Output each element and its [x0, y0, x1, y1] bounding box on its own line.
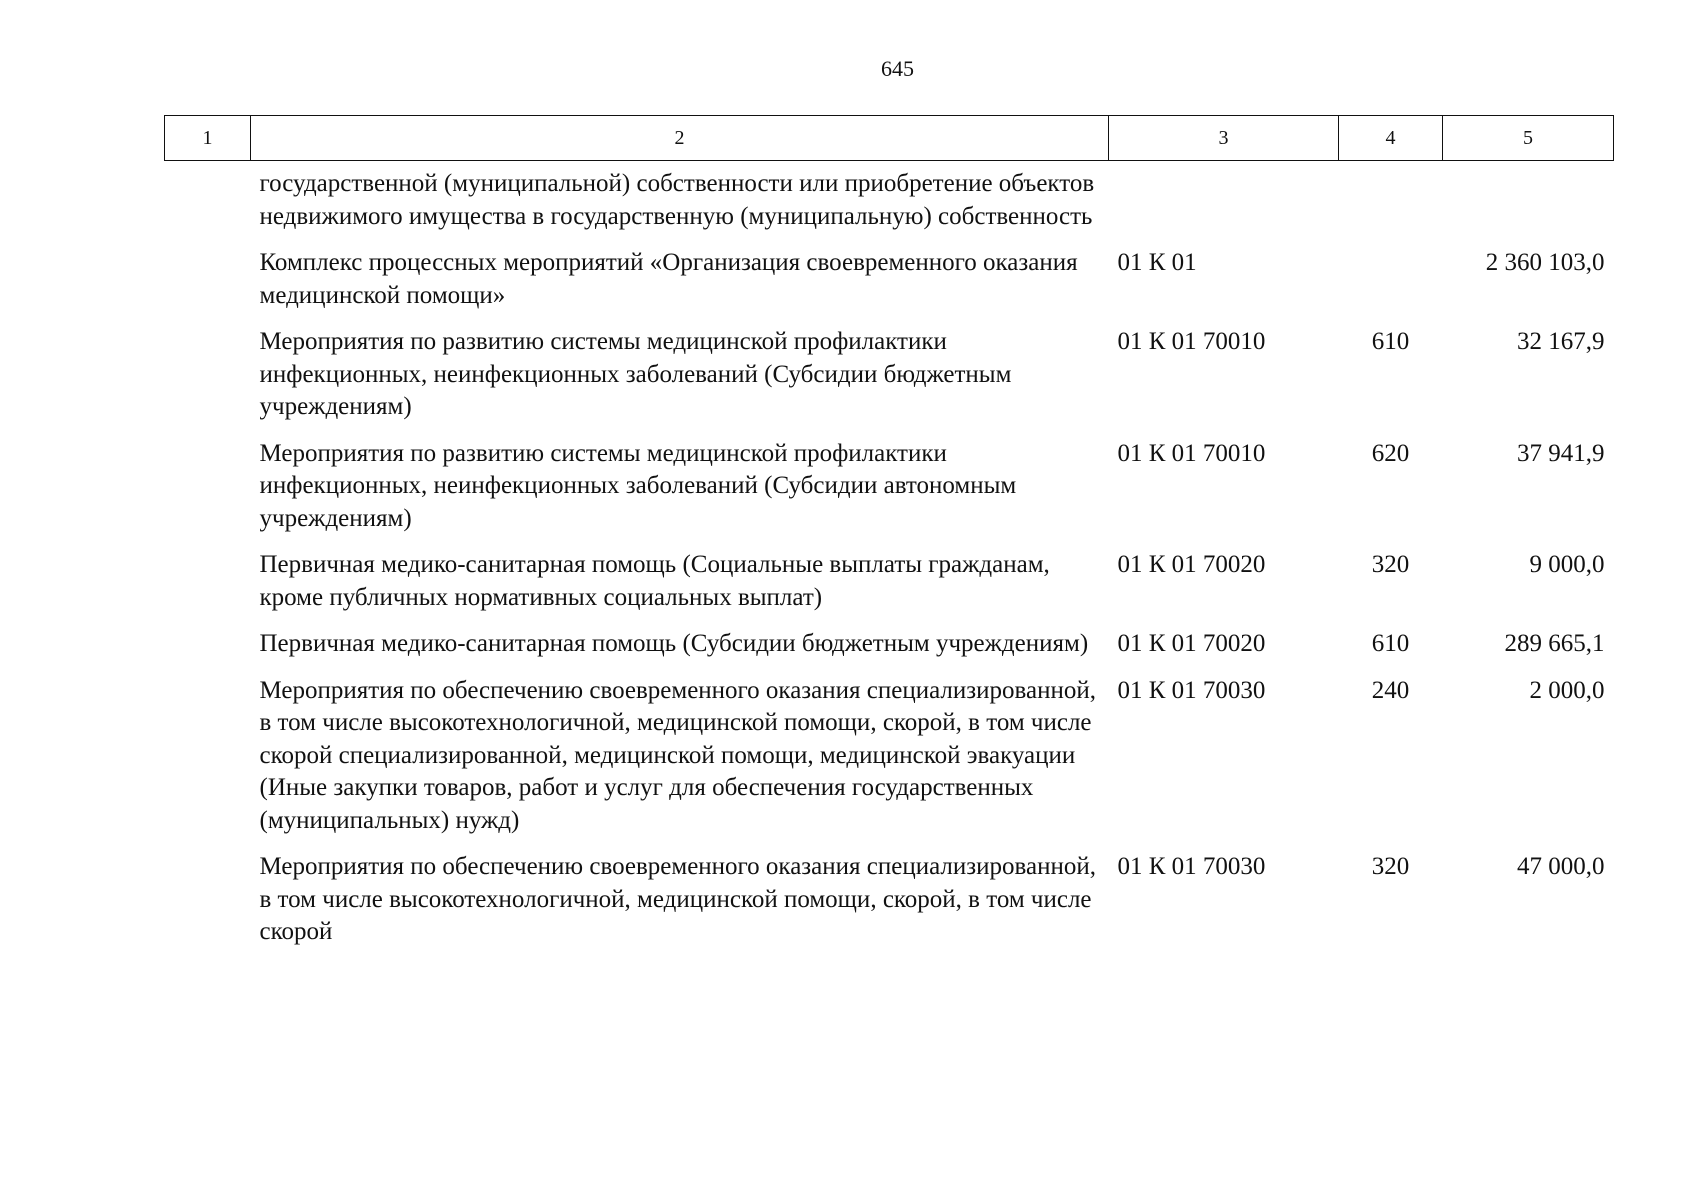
- expense-kind: 620: [1371, 439, 1410, 467]
- header-col-1: 1: [165, 116, 251, 161]
- table-row: [165, 549, 1614, 628]
- item-name: Мероприятия по обеспечению своевременного оказания специализированной, в том числе высокотехнологичной, медицинской помощи, скорой, в том числе скорой специализированной, медицинской помощи, медицинской эвакуации (Иные закупки товаров, работ и услуг для обеспечения государственных (муниципальных) нужд): [259, 676, 1096, 834]
- row-index-cell: [165, 326, 251, 438]
- target-code: 01 К 01: [1117, 249, 1197, 276]
- table-row: [165, 628, 1614, 675]
- amount: 289 665,1: [1504, 630, 1605, 657]
- table-row: [165, 438, 1614, 550]
- target-code: 01 К 01 70020: [1117, 551, 1266, 578]
- item-name: Первичная медико-санитарная помощь (Социальные выплаты гражданам, кроме публичных нормативных социальных выплат): [259, 551, 1050, 611]
- target-code: 01 К 01 70010: [1117, 328, 1266, 355]
- amount: [1443, 161, 1614, 248]
- row-index-cell: [165, 628, 251, 675]
- expense-kind: 610: [1371, 630, 1410, 657]
- table-row: [165, 675, 1614, 852]
- table-row: [165, 326, 1614, 438]
- amount: 9 000,0: [1529, 551, 1605, 578]
- row-index-cell: [165, 438, 251, 550]
- table-row: [165, 161, 1614, 248]
- table-header: [165, 116, 1614, 161]
- header-col-3: 3: [1109, 116, 1339, 161]
- item-name: Мероприятия по обеспечению своевременного оказания специализированной, в том числе высокотехнологичной, медицинской помощи, скорой, в том числе скорой: [259, 853, 1096, 945]
- row-index-cell: [165, 851, 251, 963]
- target-code: 01 К 01 70010: [1117, 439, 1266, 467]
- row-index-cell: [165, 675, 251, 852]
- expense-kind: [1339, 247, 1443, 326]
- row-index-cell: [165, 161, 251, 248]
- amount: 47 000,0: [1517, 853, 1605, 880]
- table-row: [165, 247, 1614, 326]
- target-code: 01 К 01 70020: [1117, 630, 1266, 657]
- page-number: 645: [881, 56, 914, 81]
- item-name: Мероприятия по развитию системы медицинской профилактики инфекционных, неинфекционных заболеваний (Субсидии автономным учреждениям): [259, 439, 1017, 532]
- amount: 32 167,9: [1517, 328, 1605, 355]
- item-name: Мероприятия по развитию системы медицинской профилактики инфекционных, неинфекционных заболеваний (Субсидии бюджетным учреждениям): [259, 328, 1012, 420]
- item-name: Первичная медико-санитарная помощь (Субсидии бюджетным учреждениям): [259, 630, 1089, 657]
- expense-kind: 320: [1371, 853, 1410, 880]
- expense-kind: [1339, 161, 1443, 248]
- header-col-2: 2: [251, 116, 1109, 161]
- header-row: [165, 116, 1614, 161]
- target-code: 01 К 01 70030: [1117, 853, 1266, 880]
- expense-kind: 240: [1371, 676, 1410, 704]
- table-body: [165, 161, 1614, 963]
- expense-kind: 320: [1371, 551, 1410, 578]
- amount: 37 941,9: [1517, 439, 1605, 467]
- target-code: [1109, 161, 1339, 248]
- header-col-4: 4: [1339, 116, 1443, 161]
- table-row: [165, 851, 1614, 963]
- item-name: государственной (муниципальной) собственности или приобретение объектов недвижимого имущества в государственную (муниципальную) собственность: [259, 170, 1095, 230]
- target-code: 01 К 01 70030: [1117, 676, 1266, 704]
- budget-table: [164, 115, 1614, 963]
- row-index-cell: [165, 247, 251, 326]
- row-index-cell: [165, 549, 251, 628]
- item-name: Комплекс процессных мероприятий «Организация своевременного оказания медицинской помощи»: [259, 249, 1078, 309]
- amount: 2 360 103,0: [1485, 249, 1605, 276]
- expense-kind: 610: [1371, 328, 1410, 355]
- header-col-5: 5: [1443, 116, 1614, 161]
- amount: 2 000,0: [1529, 676, 1605, 704]
